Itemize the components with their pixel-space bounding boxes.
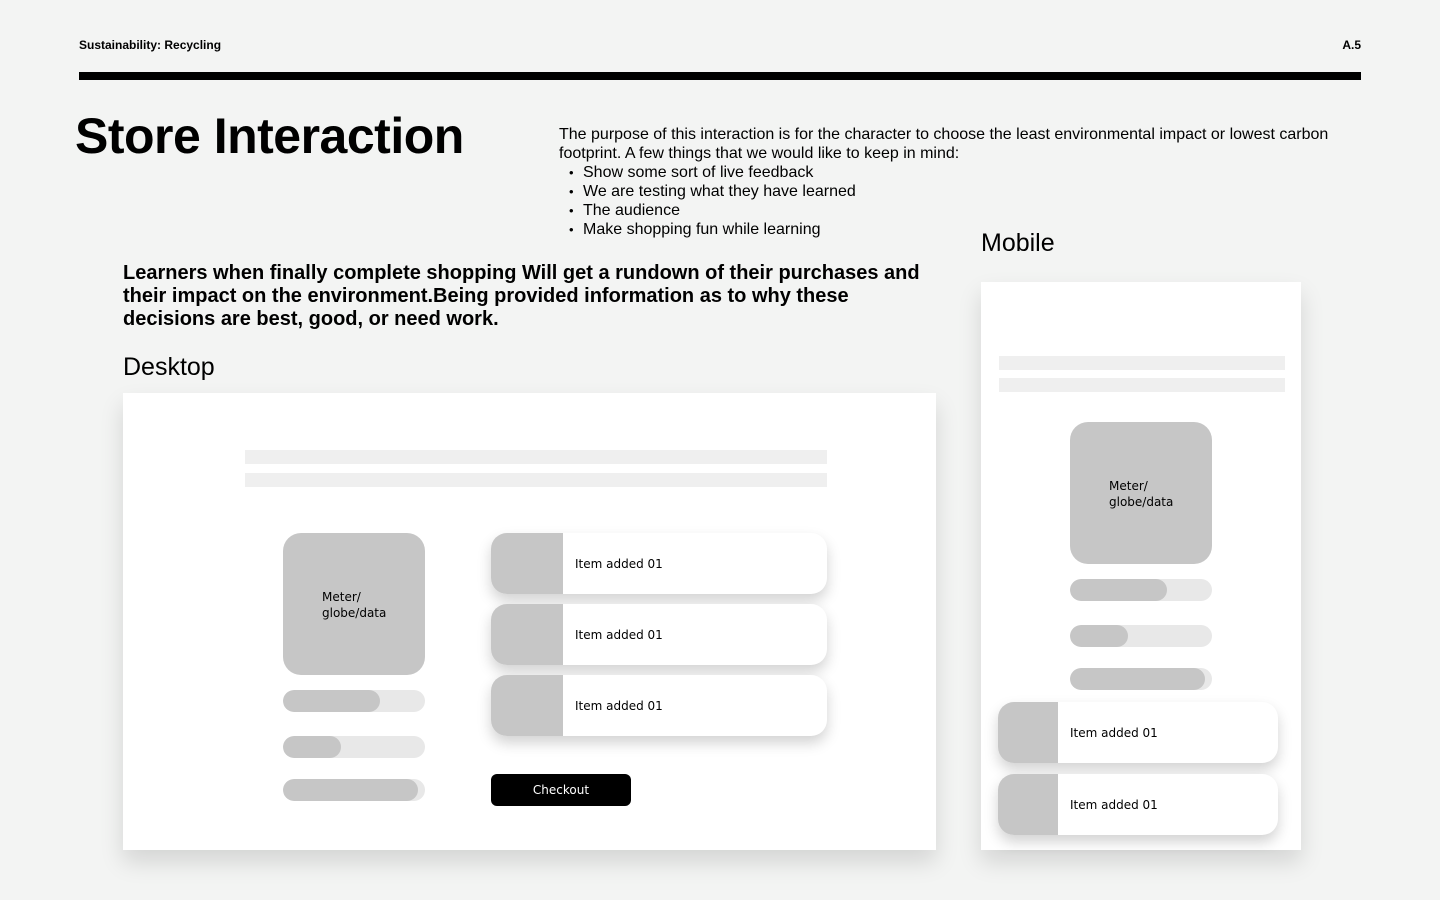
item-label: Item added 01 [575, 556, 663, 571]
mobile-wireframe [981, 282, 1301, 850]
item-label: Item added 01 [575, 698, 663, 713]
item-thumbnail [491, 533, 563, 594]
progress-bar [1070, 579, 1212, 601]
cart-item[interactable] [998, 774, 1278, 835]
meter-label: Meter/ globe/data [322, 590, 387, 620]
heading-placeholder [245, 450, 827, 464]
item-thumbnail [491, 604, 563, 665]
meter-label: Meter/ globe/data [1109, 479, 1174, 509]
item-thumbnail [998, 702, 1058, 763]
progress-fill [283, 736, 341, 758]
checkout-button[interactable]: Checkout [491, 774, 631, 806]
summary-text: Learners when finally complete shopping Will get a rundown of their purchases and their impact on the environment.Being provided information as to why these decisions are best, good, or need work. [123, 262, 920, 330]
cart-item[interactable] [998, 702, 1278, 763]
item-label: Item added 01 [1070, 797, 1158, 812]
progress-fill [1070, 625, 1128, 647]
desktop-wireframe [123, 393, 936, 850]
intro-text: The purpose of this interaction is for the character to choose the least environmental impact or lowest carbon footprint. A few things that we would like to keep in mind: [559, 126, 1329, 162]
bullet-item: • Make shopping fun while learning [569, 220, 969, 239]
header-divider [79, 72, 1361, 80]
mobile-label: Mobile [981, 229, 1055, 257]
bullet-item: • We are testing what they have learned [569, 182, 969, 201]
heading-placeholder [245, 473, 827, 487]
impact-meter [283, 533, 425, 675]
page-title: Store Interaction [75, 108, 464, 164]
bullet-item: • Show some sort of live feedback [569, 163, 969, 182]
cart-item[interactable] [491, 533, 827, 594]
item-label: Item added 01 [1070, 725, 1158, 740]
progress-fill [283, 779, 418, 801]
progress-fill [1070, 668, 1205, 690]
progress-bar [1070, 625, 1212, 647]
progress-bar [283, 779, 425, 801]
progress-bar [1070, 668, 1212, 690]
progress-bar [283, 690, 425, 712]
progress-fill [1070, 579, 1167, 601]
heading-placeholder [999, 356, 1285, 370]
impact-meter [1070, 422, 1212, 564]
section-title: Sustainability: Recycling [79, 38, 222, 52]
desktop-label: Desktop [123, 353, 215, 381]
item-thumbnail [998, 774, 1058, 835]
page-number: A.5 [1342, 38, 1361, 52]
cart-item[interactable] [491, 604, 827, 665]
progress-fill [283, 690, 380, 712]
item-label: Item added 01 [575, 627, 663, 642]
item-thumbnail [491, 675, 563, 736]
progress-bar [283, 736, 425, 758]
cart-item[interactable] [491, 675, 827, 736]
bullet-item: • The audience [569, 201, 969, 220]
heading-placeholder [999, 378, 1285, 392]
intro-bullets [569, 163, 969, 239]
